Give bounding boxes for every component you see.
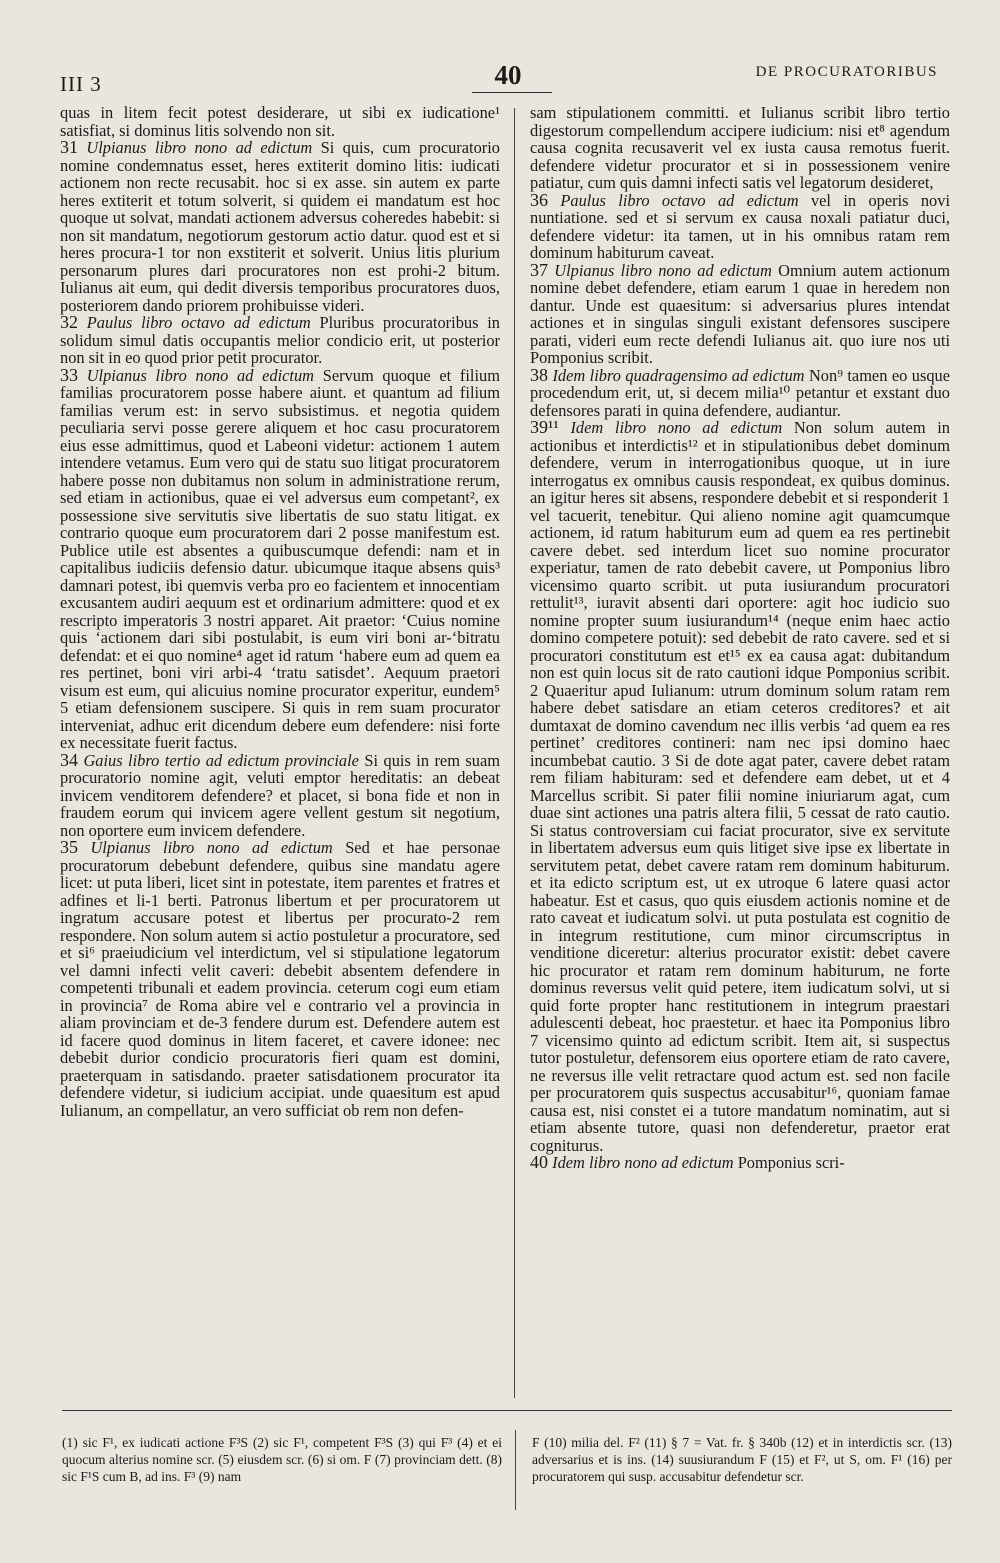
header-rule [472,92,552,93]
fragment-number: 37 [530,259,548,280]
fragment [530,259,950,367]
page-number: 40 [494,60,522,90]
fragment-text: Si quis, cum procuratorio nomine condemnatus esset, heres extiterit domino litis: iudicati actionem non recte recusabit. hoc si ex asse. sin autem ex parte heres extiterit et totum solverit, si quidem ei mandatum est hoc quoque ut solvat, mandati actionem adversus coheredes habebit: si non sit mandatum, negotiorum gestorum actio datur. quod est et si heres procura-1 tor non exstiterit et solverit. Unius litis plurium personarum plures dari procuratores non est prohi-2 bitum. Iulianus ait eum, qui dedit diversis temporibus procuratores duos, posteriorem dando priorem prohibuisse videri. [60,138,500,315]
fragment-number: 38 [530,364,548,385]
footnote-divider [515,1430,516,1510]
fragment-text: sam stipulationem committi. et Iulianus scribit libro tertio digestorum compellendum accipere iudicium: nisi et⁸ agendum causa cognita recusaverit vel ex iusta causa remotus fuerit. defendere videtur procurator et si in possessionem venire patiatur, cum quis damni infecti satis vel legatorum desideret, [530,103,950,192]
fragment [60,749,500,840]
fragment-number: 40 [530,1152,548,1172]
fragment-number: 35 [60,837,78,857]
fragment-number: 36 [530,189,548,210]
fragment-number: 34 [60,749,78,770]
fragment-inscription: Paulus libro octavo ad edictum [86,313,311,332]
fragment-number: 32 [60,312,78,332]
fragment-number: 31 [60,137,78,157]
fragment-number: 39¹¹ [530,417,559,437]
fragment-inscription: Paulus libro octavo ad edictum [560,190,799,210]
fragment-inscription: Ulpianus libro nono ad edictum [554,260,772,280]
right-text-column [530,104,950,1172]
fragment [530,189,951,262]
footnotes-right: F (10) milia del. F² (11) § 7 = Vat. fr. § 340b (12) et in interdictis scr. (13) adversarius et is ins. (14) suusiurandum F (15) et F², ut S, om. F¹ (16) per procuratorem qui susp. accusabitur defendetur scr. [532,1435,952,1484]
fragment [530,419,950,1154]
fragment-inscription: Idem libro quadragensimo ad edictum [552,365,805,385]
footnotes-left: (1) sic F¹, ex iudicati actione F³S (2) sic F¹, competent F³S (3) qui F³ (4) et ei quocum alterius nomine scr. (5) eiusdem scr. (6) si om. F (7) provinciam dett. (8) sic F¹S cum B, ad ins. F³ (9) nam [62,1435,502,1484]
fragment [530,364,951,420]
fragment-text: Non solum autem in actionibus et interdictis¹² et in stipulationibus debet dominum defendere, verum in interrogationibus quoque, ut in iure interrogatus ex omnibus causis respondeat, ex quibus dominus. an igitur heres sit absens, respondere debebit et si responderit 1 vel tacuerit, tenebitur. Qui alieno nomine agit quamcumque actionem, id ratum habiturum eum ad quem ea res pertinebit cavere debet. sed interdum licet suo nomine procurator experiatur, tamen de rato debebit cavere, ut Pomponius libro vicensimo quarto scribit. ut puta iusiurandum procuratori rettulit¹³, iuravit absenti dari oportere: agit hoc iudicio suo nomine propter suum iusiurandum¹⁴ (neque enim haec actio domino competere potuit): sed debebit de rato cavere. sed et si procuratori constitutum est et¹⁵ ex ea causa agat: dubitandum non est quin locus sit de rato cautioni idque Pomponius scribit. 2 Quaeritur apud Iulianum: utrum dominum solum ratam rem habere debet satisdare an etiam ceteros creditores? et ait dumtaxat de domino cavendum nec illis verbis ‘ad quem ea res pertinet’ creditores contineri: nam nec ipsi domino haec incumbebat cautio. 3 Si de dote agat pater, cavere debet ratam rem filiam habituram: sed et defendere eam debet, ut et 4 Marcellus scribit. Si pater filii nomine iniuriarum agat, cum duae sint actiones una patris altera filii, 5 cessat de rato cautio. Si status controversiam cui faciat procurator, sive ex servitute in libertatem adversus eum quis litiget sive ipse ex libertate in servitutem petat, debet cavere ratam rem dominum habiturum. et ita edicto scriptum est, ut ex utroque 6 latere quasi actor habeatur. Est et casus, quo quis eiusdem actionis nomine et de rato caveat et iudicatum solvi. ut puta postulata est cognitio de in integrum restitutione, cum minor circumscriptus in venditione diceretur: alterius procurator existit: debet cavere hic procurator et ratam rem dominum habiturum, ne forte dominus reversus velit quid petere, item iudicatum solvi, ut si quid forte propter hanc restitutionem in integrum praestari adulescenti debeat, hoc praestetur. et haec ita Pomponius libro 7 vicensimo quinto ad edictum scribit. Item ait, si suspectus tutor postuletur, defensorem eius oportere etiam de rato cavere, ne reversus ille velit retractare quod actum est. sed non facile per procuratorem quis suspectus accusabitur¹⁶, quoniam famae causa est, nisi constet ei a tutore mandatum nominatim, aut si etiam absente tutore, quasi non defenderetur, praetor erat cogniturus. [530,418,950,1155]
fragment-inscription: Ulpianus libro nono ad edictum [86,138,313,157]
fragment [530,104,950,192]
fragment [60,314,500,367]
fragment [60,139,500,314]
column-divider [514,108,515,1398]
fragment-inscription: Ulpianus libro nono ad edictum [86,365,314,385]
fragment-text: Servum quoque et filium familias procuratorem posse habere aiunt. et quantum ad filium familias verum est: in servo subsistimus. et negotia quidem peculiaria servi posse gerere aliquem et hoc casu procuratorem eius esse admittimus, quod et Labeoni videtur: actionem 1 autem intendere vetamus. Eum vero qui de statu suo litigat procuratorem habere posse non dubitamus non solum in administratione rerum, sed etiam in actionibus, quae ei vel adversus eum competant², ex possessione sive servitutis sive libertatis de suo statu litigat. ex contrario quoque eum procuratorem dari 2 posse manifestum est. Publice utile est absentes a quibuscumque defendi: nam et in capitalibus iudiciis defensio datur. ubicumque itaque absens quis³ damnari potest, ibi quemvis verba pro eo facientem et innocentiam excusantem audiri aequum est et ordinarium admittere: quod et ex rescripto imperatoris 3 nostri apparet. Ait praetor: ‘Cuius nomine quis ‘actionem dari sibi postulabit, is eum viri boni ar-‘bitratu defendat: et ei quo nomine⁴ aget id ratum ‘habere eum ad quem ea res pertinet, boni viri arbi-4 ‘tratu satisdet’. Aequum praetori visum est eum, qui alicuius nomine procurator experitur, eundem⁵ 5 etiam defensionem suscipere. Si quis in rem suam procurator interveniat, adhuc erit dicendum debere eum defendere: nisi forte ex necessitate fuerit factus. [60,365,500,752]
footnote-rule [62,1410,952,1411]
fragment [60,839,500,1119]
fragment-number: 33 [60,364,78,385]
fragment-text: Si quis in rem suam procuratorio nomine agit, veluti emptor hereditatis: an debeat invicem venditorem defendere? et placet, si bona fide et non in fraudem eorum qui invicem agere vellent gestum sit negotium, non oportere eum invicem defendere. [60,750,500,840]
fragment-text: Non⁹ tamen eo usque procedendum erit, ut, si decem milia¹⁰ petantur et exstant duo defensores parati in quina defendere, audiantur. [530,365,951,420]
fragment-text: Omnium autem actionum nomine debet defendere, etiam earum 1 quae in heredem non dantur. Unde est quaesitum: si adversarius plures intendat actiones et in singulas singuli existant defensores suscipere parati, videri eum recte defendi Iulianus ait. quo iure nos uti Pomponius scribit. [530,260,950,367]
fragment [530,1154,950,1172]
running-head-title: DE PROCURATORIBUS [755,64,938,80]
fragment-inscription: Idem libro nono ad edictum [552,1153,734,1172]
fragment-text: Pluribus procuratoribus in solidum simul datis occupantis melior condicio erit, ut posterior non sit in eo quod prior petit procurator. [60,313,500,367]
fragment-text: Sed et hae personae procuratorum debebunt defendere, quibus sine mandatu agere licet: ut puta liberi, licet sint in potestate, item parentes et fratres et adfines et li-1 berti. Patronus libertum et per procuratorem ut ingratum accusare potest et libertus per procurato-2 rem respondere. Non solum autem si actio postuletur a procuratore, sed et si⁶ praeiudicium vel interdictum, vel si stipulatione legatorum vel damni infecti velit caveri: debebit absentem defendere in competenti tribunali et eadem provincia. ceterum cogi eum etiam in provincia⁷ de Roma abire vel e contrario vel a provincia in aliam provinciam et de-3 fendere durum est. Defendere autem est id facere quod dominus in litem faceret, et cavere idonee: nec debebit durior condicio procuratoris fieri quam est domini, praeterquam in satisdando. praeter satisdationem procurator ita defendere videtur, si iudicium accipiat. unde quaesitum est apud Iulianum, an compellatur, an vero sufficiat ob rem non defen- [60,838,500,1120]
fragment [60,364,500,752]
fragment-text: vel in operis novi nuntiatione. sed et si servum ex causa noxali patiatur duci, defendere videtur: ita tamen, ut in his omnibus ratam rem dominum habiturum caveat. [530,190,951,262]
fragment-text: Pomponius scri- [733,1153,845,1172]
fragment [60,104,500,139]
left-text-column [60,104,500,1119]
fragment-inscription: Ulpianus libro nono ad edictum [90,838,333,857]
running-head-left: III 3 [60,72,102,96]
fragment-inscription: Idem libro nono ad edictum [570,418,783,437]
fragment-inscription: Gaius libro tertio ad edictum provinciale [83,750,359,770]
fragment-text: quas in litem fecit potest desiderare, ut sibi ex iudicatione¹ satisfiat, si dominus litis solvendo non sit. [60,103,500,140]
